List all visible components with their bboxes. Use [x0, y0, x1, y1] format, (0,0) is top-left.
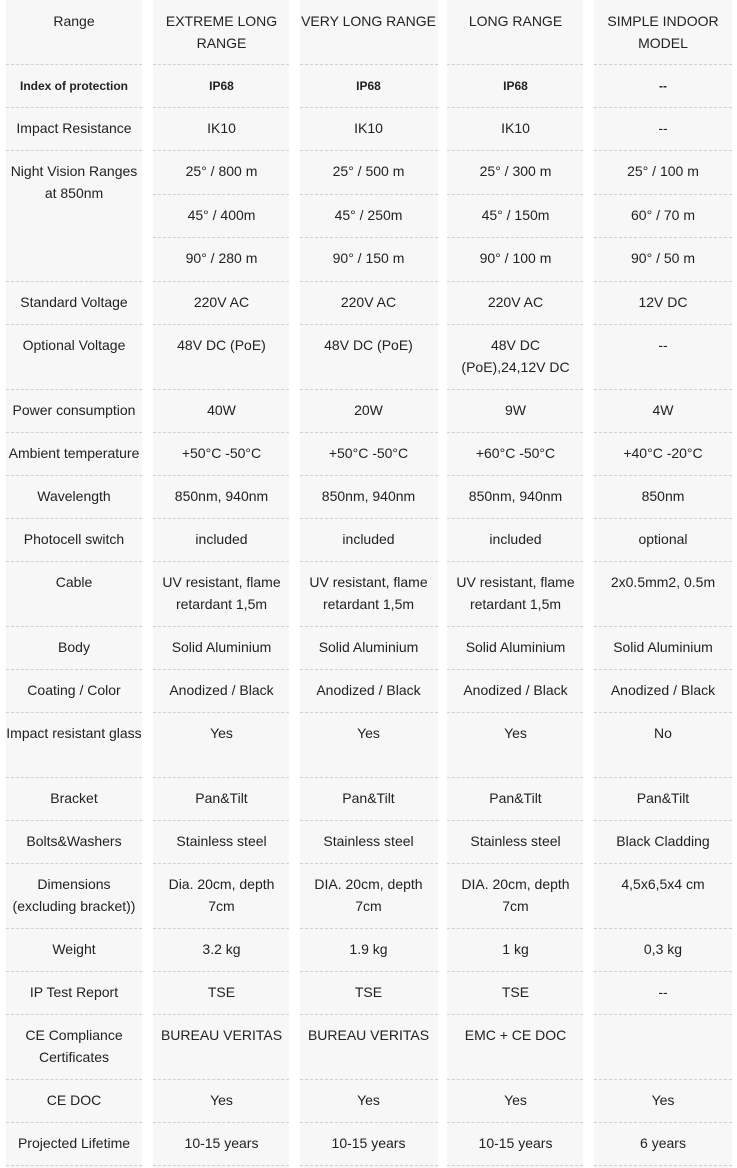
row-label: Body [58, 639, 90, 655]
table-row [0, 777, 737, 820]
cell-long-range: Stainless steel [470, 833, 561, 849]
table-row [0, 669, 737, 712]
cell-very-long-range: BUREAU VERITAS [307, 1027, 430, 1043]
cell-very-long-range: 10-15 years [331, 1135, 406, 1151]
cell-extreme-long-range: 3.2 kg [202, 941, 241, 957]
cell-extreme-long-range: 45° / 400m [187, 206, 256, 223]
header-very-long-range: VERY LONG RANGE [301, 13, 436, 29]
cell-long-range: Yes [504, 1092, 527, 1108]
cell-very-long-range: UV resistant, flame retardant 1,5m [309, 574, 428, 612]
cell-very-long-range: +50°C -50°C [328, 445, 409, 461]
cell-long-range: IK10 [501, 120, 530, 136]
cell-simple-indoor-model: 850nm [641, 488, 685, 504]
cell-extreme-long-range: 48V DC (PoE) [177, 337, 266, 353]
table-row [0, 1014, 737, 1079]
table-row [0, 518, 737, 561]
row-label: Cable [55, 574, 93, 590]
header-range: Range [53, 13, 95, 29]
cell-long-range: IP68 [503, 79, 528, 93]
table-row [0, 1122, 737, 1165]
cell-extreme-long-range: Stainless steel [176, 833, 267, 849]
cell-extreme-long-range: 850nm, 940nm [174, 488, 269, 504]
table-row [0, 928, 737, 971]
cell-long-range: 48V DC (PoE),24,12V DC [461, 337, 570, 375]
cell-very-long-range: DIA. 20cm, depth 7cm [314, 876, 423, 914]
table-row [0, 64, 737, 107]
cell-long-range: 1 kg [502, 941, 529, 957]
cell-extreme-long-range: 90° / 280 m [185, 250, 258, 267]
cell-very-long-range: TSE [354, 984, 383, 1000]
cell-very-long-range: Yes [357, 1092, 380, 1108]
table-row [0, 281, 737, 324]
cell-extreme-long-range: 40W [207, 402, 236, 418]
row-label: CE Compliance Certificates [25, 1027, 123, 1065]
header-simple-indoor-model: SIMPLE INDOOR MODEL [607, 13, 719, 51]
cell-long-range: 10-15 years [478, 1135, 553, 1151]
row-label: Impact resistant glass [6, 725, 142, 741]
table-row [0, 150, 737, 281]
cell-simple-indoor-model: Anodized / Black [610, 682, 716, 698]
table-row [0, 561, 737, 626]
table-row [0, 626, 737, 669]
cell-long-range: TSE [501, 984, 530, 1000]
cell-extreme-long-range: Dia. 20cm, depth 7cm [168, 876, 275, 914]
row-label: Coating / Color [27, 682, 121, 698]
row-label: Optional Voltage [22, 337, 126, 353]
row-label: Ambient temperature [8, 445, 140, 461]
table-row [0, 971, 737, 1014]
table-row [0, 432, 737, 475]
cell-very-long-range: 45° / 250m [334, 206, 403, 223]
cell-extreme-long-range: Yes [210, 725, 233, 741]
cell-extreme-long-range: Solid Aluminium [171, 639, 272, 655]
header-long-range: LONG RANGE [468, 13, 563, 29]
table-row [0, 863, 737, 928]
cell-very-long-range: 850nm, 940nm [321, 488, 416, 504]
row-label: Wavelength [37, 488, 111, 504]
cell-long-range: Solid Aluminium [465, 639, 566, 655]
cell-simple-indoor-model [589, 1014, 737, 1079]
cell-extreme-long-range: 25° / 800 m [185, 163, 258, 179]
cell-simple-indoor-model: 25° / 100 m [627, 163, 699, 179]
cell-simple-indoor-model: optional [638, 531, 688, 547]
cell-very-long-range: IK10 [354, 120, 383, 136]
cell-very-long-range: 48V DC (PoE) [324, 337, 413, 353]
cell-simple-indoor-model: 4,5x6,5x4 cm [621, 876, 705, 892]
cell-simple-indoor-model: -- [659, 79, 667, 93]
cell-very-long-range: 220V AC [340, 294, 397, 310]
cell-simple-indoor-model: Black Cladding [616, 833, 710, 849]
cell-simple-indoor-model: Solid Aluminium [613, 639, 713, 655]
cell-extreme-long-range: IK10 [207, 120, 236, 136]
table-row [0, 107, 737, 150]
cell-long-range: 45° / 150m [481, 206, 550, 223]
cell-extreme-long-range: 220V AC [193, 294, 250, 310]
cell-extreme-long-range: IP68 [209, 79, 234, 93]
row-label: Power consumption [12, 402, 136, 418]
row-label: Index of protection [20, 79, 128, 93]
cell-simple-indoor-model: 0,3 kg [643, 941, 683, 957]
cell-long-range: 850nm, 940nm [468, 488, 563, 504]
table-row [0, 475, 737, 518]
row-label: Bracket [50, 790, 98, 806]
cell-long-range: Anodized / Black [463, 682, 568, 698]
cell-long-range: 9W [505, 402, 526, 418]
header-row [0, 0, 737, 64]
cell-long-range: Pan&Tilt [489, 790, 542, 806]
cell-very-long-range: 25° / 500 m [332, 163, 405, 179]
cell-long-range: +60°C -50°C [475, 445, 556, 461]
table-row [0, 712, 737, 777]
cell-long-range: included [489, 531, 542, 547]
cell-very-long-range: 90° / 150 m [332, 250, 405, 267]
cell-extreme-long-range: TSE [207, 984, 236, 1000]
row-label: Weight [52, 941, 96, 957]
row-label: Night Vision Ranges at 850nm [10, 163, 138, 201]
row-label: Photocell switch [23, 531, 125, 547]
cell-extreme-long-range: 10-15 years [184, 1135, 259, 1151]
row-label: CE DOC [46, 1092, 102, 1108]
cell-simple-indoor-model: 4W [652, 402, 674, 418]
table-row [0, 324, 737, 389]
row-label: Bolts&Washers [26, 833, 122, 849]
cell-simple-indoor-model: Yes [651, 1092, 675, 1108]
cell-extreme-long-range: Pan&Tilt [195, 790, 248, 806]
cell-very-long-range: included [342, 531, 395, 547]
cell-extreme-long-range: UV resistant, flame retardant 1,5m [162, 574, 281, 612]
header-extreme-long-range: EXTREME LONG RANGE [165, 13, 278, 51]
cell-simple-indoor-model: -- [658, 337, 668, 353]
cell-very-long-range: Stainless steel [323, 833, 414, 849]
cell-simple-indoor-model: Pan&Tilt [636, 790, 690, 806]
cell-simple-indoor-model: 2x0.5mm2, 0.5m [610, 574, 716, 590]
cell-long-range: 90° / 100 m [479, 250, 552, 267]
cell-very-long-range: IP68 [356, 79, 381, 93]
cell-simple-indoor-model: 12V DC [638, 294, 688, 310]
row-label: IP Test Report [29, 984, 119, 1000]
cell-very-long-range: Yes [357, 725, 380, 741]
cell-very-long-range: 1.9 kg [349, 941, 388, 957]
cell-very-long-range: Anodized / Black [316, 682, 421, 698]
cell-simple-indoor-model: 90° / 50 m [631, 250, 695, 267]
cell-simple-indoor-model: 60° / 70 m [631, 206, 695, 223]
cell-very-long-range: 20W [354, 402, 383, 418]
cell-long-range: EMC + CE DOC [464, 1027, 567, 1043]
cell-extreme-long-range: Yes [210, 1092, 233, 1108]
table-row [0, 389, 737, 432]
row-label: Dimensions (excluding bracket)) [12, 876, 136, 914]
cell-very-long-range: Solid Aluminium [318, 639, 419, 655]
table-row [0, 820, 737, 863]
cell-long-range: 220V AC [487, 294, 544, 310]
cell-extreme-long-range: Anodized / Black [169, 682, 274, 698]
row-label: Standard Voltage [20, 294, 128, 310]
cell-simple-indoor-model: -- [658, 120, 668, 136]
cell-long-range: DIA. 20cm, depth 7cm [461, 876, 570, 914]
cell-extreme-long-range: BUREAU VERITAS [160, 1027, 283, 1043]
cell-long-range: UV resistant, flame retardant 1,5m [456, 574, 575, 612]
cell-long-range: Yes [504, 725, 527, 741]
cell-simple-indoor-model: +40°C -20°C [623, 445, 703, 461]
row-label: Projected Lifetime [17, 1135, 131, 1151]
cell-extreme-long-range: +50°C -50°C [181, 445, 262, 461]
cell-long-range: 25° / 300 m [479, 163, 552, 179]
cell-simple-indoor-model: No [654, 725, 672, 741]
cell-simple-indoor-model: 6 years [640, 1135, 686, 1151]
cell-very-long-range: Pan&Tilt [342, 790, 395, 806]
cell-simple-indoor-model: -- [658, 984, 668, 1000]
row-label: Impact Resistance [16, 120, 132, 136]
cell-extreme-long-range: included [195, 531, 248, 547]
table-row [0, 1079, 737, 1122]
